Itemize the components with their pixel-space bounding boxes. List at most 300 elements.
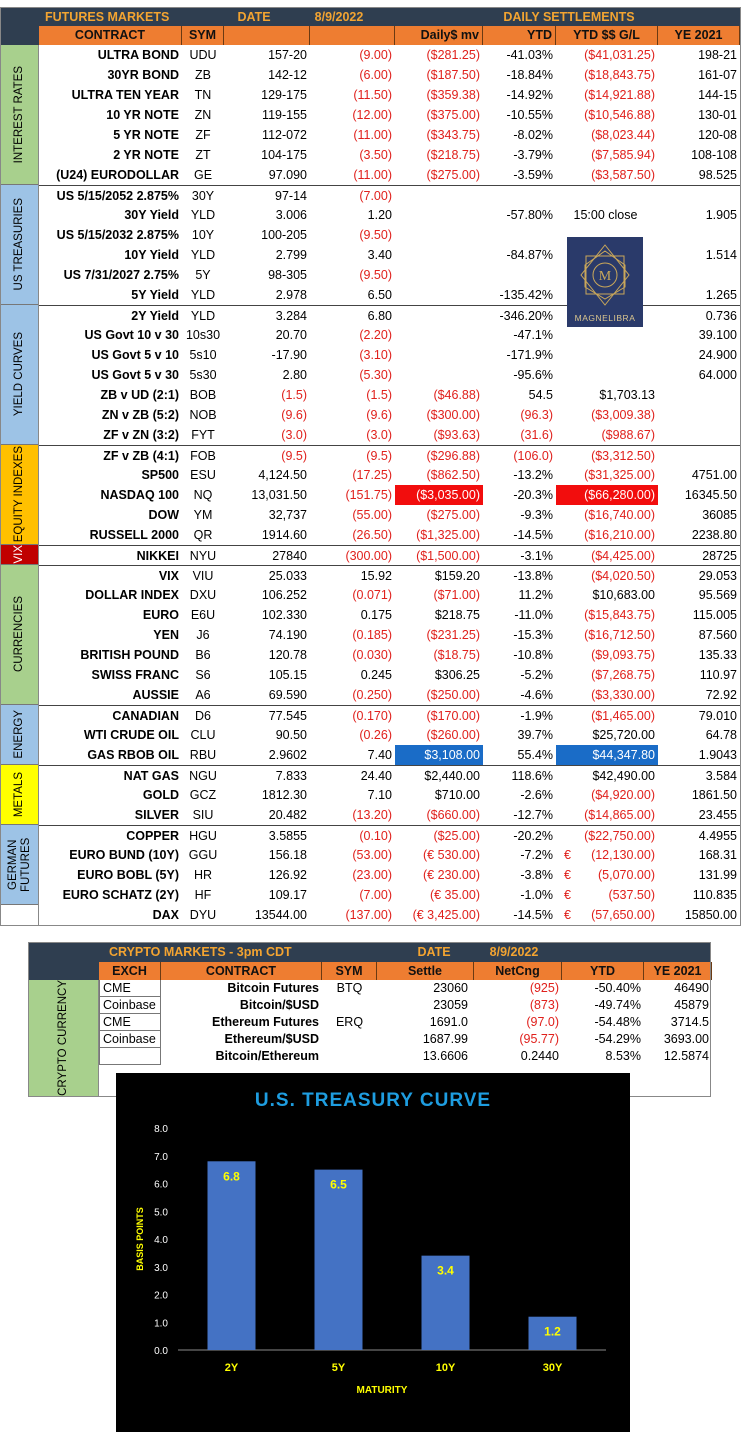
cell-daily: ($359.38) <box>426 88 480 102</box>
futures-row[interactable] <box>39 145 740 165</box>
col-daily[interactable]: Daily$ mv <box>395 26 483 45</box>
cell-ytd-gl <box>556 365 658 385</box>
category-label: CURRENCIES <box>1 565 38 705</box>
crypto-row[interactable] <box>99 1048 712 1065</box>
cell-daily: ($296.88) <box>426 449 480 463</box>
cell-ye: 120-08 <box>698 128 737 142</box>
cell-settle: 1812.30 <box>261 788 307 802</box>
cell-sym: E6U <box>190 608 216 622</box>
crypto-cell-ytd: 8.53% <box>605 1049 641 1063</box>
futures-row[interactable] <box>39 625 740 645</box>
crypto-row[interactable] <box>99 980 712 997</box>
cell-ytd-gl: ($16,712.50) <box>584 628 655 642</box>
cell-daily: ($3,035.00) <box>395 485 483 505</box>
crypto-cell-sym <box>322 1031 377 1048</box>
cell-sym: TN <box>194 88 212 102</box>
cell-contract: CANADIAN <box>112 709 179 723</box>
futures-row[interactable] <box>39 765 740 785</box>
crypto-cell-settle: 23060 <box>433 981 468 995</box>
futures-row[interactable] <box>39 545 740 565</box>
cell-settle: 20.70 <box>275 328 307 342</box>
category-column <box>1 45 39 925</box>
cell-chg: (9.50) <box>359 228 392 242</box>
crypto-cell-sym: BTQ <box>336 981 363 995</box>
crypto-cell-sym <box>322 997 377 1014</box>
cell-chg: (5.30) <box>359 368 392 382</box>
cell-sym: FYT <box>191 428 215 442</box>
cell-ytd-gl: ($31,325.00) <box>584 468 655 482</box>
cell-ye: 144-15 <box>698 88 737 102</box>
date-label: DATE <box>237 10 271 24</box>
cell-ytd-gl <box>556 865 658 885</box>
cell-contract: ZF v ZN (3:2) <box>103 428 179 442</box>
cell-ye: 198-21 <box>698 48 737 62</box>
futures-subtitle: DAILY SETTLEMENTS <box>503 10 635 24</box>
cell-sym: CLU <box>190 728 216 742</box>
cell-contract: ZN v ZB (5:2) <box>101 408 179 422</box>
cell-daily: ($275.00) <box>426 508 480 522</box>
cell-ye: 64.78 <box>705 728 737 742</box>
cell-daily <box>395 205 483 225</box>
cell-contract: VIX <box>158 569 179 583</box>
svg-text:M: M <box>598 269 612 284</box>
cell-settle: 112-072 <box>262 128 307 142</box>
col-ytd[interactable]: YTD <box>483 26 556 45</box>
cell-sym: J6 <box>196 628 210 642</box>
cell-ye: 130-01 <box>698 108 737 122</box>
futures-row[interactable] <box>39 385 740 405</box>
cell-daily: $159.20 <box>434 569 480 583</box>
futures-row[interactable] <box>39 565 740 585</box>
cell-settle: 102.330 <box>261 608 307 622</box>
futures-row[interactable] <box>39 685 740 705</box>
cell-sym: QR <box>193 528 213 542</box>
cell-settle: 77.545 <box>268 709 307 723</box>
cell-chg: (9.6) <box>366 408 392 422</box>
cell-ytd-gl: $44,347.80 <box>556 745 658 765</box>
cell-settle: 142-12 <box>268 68 307 82</box>
crypto-cell-ye: 3693.00 <box>663 1032 709 1046</box>
cell-ytd-gl: $10,683.00 <box>592 588 655 602</box>
cell-sym: DXU <box>189 588 217 602</box>
cell-ye: 1.9043 <box>698 748 737 762</box>
col-exch[interactable]: EXCH <box>99 962 161 980</box>
bar-value-label: 6.8 <box>223 1169 240 1184</box>
cell-settle: 2.9602 <box>268 748 307 762</box>
cell-chg: (17.25) <box>352 468 392 482</box>
cell-daily: $3,108.00 <box>395 745 483 765</box>
crypto-cell-settle: 23059 <box>433 998 468 1012</box>
date-value: 8/9/2022 <box>314 10 364 24</box>
cell-chg: (0.170) <box>352 709 392 723</box>
cell-chg: 6.80 <box>367 309 392 323</box>
bar-value-label: 3.4 <box>437 1263 454 1278</box>
cell-chg: (137.00) <box>345 908 392 922</box>
futures-row[interactable] <box>39 445 740 465</box>
cell-settle: 3.006 <box>275 208 307 222</box>
futures-row[interactable] <box>39 505 740 525</box>
cell-ye: 108-108 <box>691 148 737 162</box>
cell-settle: 3.5855 <box>268 829 307 843</box>
futures-row[interactable] <box>39 805 740 825</box>
crypto-cell-contract: Bitcoin/$USD <box>239 998 319 1012</box>
y-tick-label: 0.0 <box>154 1346 168 1357</box>
y-tick-label: 6.0 <box>154 1179 168 1191</box>
cell-ye <box>658 265 740 285</box>
cell-contract: US Govt 5 v 10 <box>91 348 179 362</box>
crypto-cell-ye: 46490 <box>674 981 709 995</box>
cell-ytd: -10.8% <box>513 648 553 662</box>
col-contract[interactable]: CONTRACT <box>39 26 182 45</box>
cell-contract: SP500 <box>141 468 179 482</box>
cell-ytd-gl <box>556 325 658 345</box>
cell-contract: US Govt 10 v 30 <box>84 328 179 342</box>
cell-contract: EURO SCHATZ (2Y) <box>62 888 179 902</box>
cell-ye: 131.99 <box>698 868 737 882</box>
cell-chg: (0.250) <box>352 688 392 702</box>
cell-contract: DOW <box>148 508 179 522</box>
crypto-cell-sym: ERQ <box>335 1015 364 1029</box>
cell-sym: YM <box>193 508 213 522</box>
cell-ytd: -84.87% <box>506 248 553 262</box>
cell-ytd-gl: ($3,330.00) <box>591 688 655 702</box>
cell-contract: GOLD <box>142 788 179 802</box>
cell-daily <box>395 325 483 345</box>
cell-daily <box>395 245 483 265</box>
futures-row[interactable] <box>39 645 740 665</box>
cell-contract: 2 YR NOTE <box>113 148 179 162</box>
crypto-cell-ytd: -49.74% <box>594 998 641 1012</box>
currency-symbol: € <box>564 908 571 922</box>
futures-row[interactable] <box>39 725 740 745</box>
cell-chg: (0.185) <box>352 628 392 642</box>
cell-ytd: -20.2% <box>513 829 553 843</box>
crypto-row[interactable] <box>99 997 712 1014</box>
cell-settle: (9.6) <box>281 408 307 422</box>
cell-chg: (1.5) <box>366 388 392 402</box>
cell-chg: (9.00) <box>359 48 392 62</box>
futures-row[interactable] <box>39 525 740 545</box>
bar <box>208 1161 256 1350</box>
col-ytd-gl[interactable]: YTD $$ G/L <box>556 26 658 45</box>
cell-ytd: 54.5 <box>528 388 553 402</box>
col-settle[interactable] <box>224 26 310 45</box>
cell-settle: 100-205 <box>261 228 307 242</box>
futures-row[interactable] <box>39 845 740 865</box>
futures-row[interactable] <box>39 185 740 205</box>
cell-ytd-gl <box>556 905 658 925</box>
cell-sym: NYU <box>189 549 217 563</box>
cell-contract: EURO BUND (10Y) <box>69 848 179 862</box>
cell-ye: 15850.00 <box>684 908 737 922</box>
col-ye[interactable]: YE 2021 <box>658 26 740 45</box>
logo-text: MAGNELIBRA <box>574 313 636 323</box>
cell-sym: 10s30 <box>185 328 221 342</box>
cell-contract: US Govt 5 v 30 <box>91 368 179 382</box>
cell-sym: YLD <box>190 208 216 222</box>
cell-settle: (9.5) <box>281 449 307 463</box>
futures-row[interactable] <box>39 65 740 85</box>
cell-sym: FOB <box>190 449 216 463</box>
cell-contract: ZB v UD (2:1) <box>100 388 179 402</box>
cell-ytd-gl: ($15,843.75) <box>584 608 655 622</box>
crypto-cell-net: (95.77) <box>519 1032 559 1046</box>
futures-row[interactable] <box>39 605 740 625</box>
cell-chg: (55.00) <box>352 508 392 522</box>
cell-ytd-gl: ($10,546.88) <box>584 108 655 122</box>
cell-contract: 30YR BOND <box>107 68 179 82</box>
cell-ytd: -18.84% <box>506 68 553 82</box>
cell-ytd-gl: ($16,210.00) <box>584 528 655 542</box>
cell-ytd: 55.4% <box>517 748 553 762</box>
cell-contract: 5Y Yield <box>131 288 179 302</box>
futures-row[interactable] <box>39 905 740 925</box>
futures-row[interactable] <box>39 105 740 125</box>
cell-ytd: -171.9% <box>506 348 553 362</box>
cell-contract: 30Y Yield <box>124 208 179 222</box>
cell-chg: (151.75) <box>345 488 392 502</box>
cell-chg: 1.20 <box>367 208 392 222</box>
cell-ytd-gl: ($4,425.00) <box>591 549 655 563</box>
y-tick-label: 5.0 <box>154 1207 168 1219</box>
cell-daily: $306.25 <box>434 668 480 682</box>
cell-settle: 13544.00 <box>254 908 307 922</box>
col-sym[interactable]: SYM <box>182 26 224 45</box>
cell-contract: US 5/15/2052 2.875% <box>56 189 179 203</box>
cell-contract: SWISS FRANC <box>91 668 179 682</box>
cell-settle: 2.80 <box>282 368 307 382</box>
crypto-category: CRYPTO CURRENCY <box>29 980 99 1096</box>
cell-chg: (2.20) <box>359 328 392 342</box>
cell-sym: ZB <box>195 68 211 82</box>
cell-daily: ($660.00) <box>426 808 480 822</box>
magnelibra-logo <box>567 237 643 327</box>
cell-ytd <box>483 186 556 205</box>
cell-chg: (7.00) <box>359 888 392 902</box>
category-label: EQUITY INDEXES <box>1 445 38 545</box>
cell-ye: 1.265 <box>705 288 737 302</box>
cell-contract: 5 YR NOTE <box>113 128 179 142</box>
cell-settle: 1914.60 <box>261 528 307 542</box>
cell-chg: (0.10) <box>359 829 392 843</box>
futures-row[interactable] <box>39 865 740 885</box>
cell-ytd: -5.2% <box>520 668 553 682</box>
cell-ytd: 118.6% <box>511 769 553 783</box>
futures-row[interactable] <box>39 745 740 765</box>
cell-ytd: -1.9% <box>520 709 553 723</box>
crypto-cell-net: (925) <box>529 981 559 995</box>
cell-ytd: -7.2% <box>520 848 553 862</box>
crypto-cell-contract: Bitcoin/Ethereum <box>215 1049 319 1063</box>
cell-daily <box>395 285 483 305</box>
futures-row[interactable] <box>39 165 740 185</box>
cell-daily: ($25.00) <box>433 829 480 843</box>
cell-ytd-gl: ($18,843.75) <box>584 68 655 82</box>
cell-ytd-gl <box>556 186 658 205</box>
cell-ye: 64.000 <box>698 368 737 382</box>
futures-row[interactable] <box>39 405 740 425</box>
cell-contract: ULTRA BOND <box>97 48 179 62</box>
cell-daily: (€ 35.00) <box>429 888 480 902</box>
cell-daily: ($187.50) <box>426 68 480 82</box>
cell-ytd: -9.3% <box>520 508 553 522</box>
col-change[interactable] <box>310 26 395 45</box>
cell-sym: 5s30 <box>189 368 217 382</box>
futures-row[interactable] <box>39 465 740 485</box>
col-crypto-contract[interactable]: CONTRACT <box>161 962 322 980</box>
col-crypto-ye[interactable]: YE 2021 <box>644 962 712 980</box>
cell-chg: 7.40 <box>367 748 392 762</box>
cell-settle: 120.78 <box>268 648 307 662</box>
cell-ytd: -95.6% <box>513 368 553 382</box>
crypto-row[interactable] <box>99 1031 712 1048</box>
crypto-header-row <box>29 962 710 980</box>
futures-row[interactable] <box>39 125 740 145</box>
futures-row[interactable] <box>39 365 740 385</box>
currency-symbol: € <box>564 888 571 902</box>
cell-sym: ZN <box>194 108 212 122</box>
futures-row[interactable] <box>39 585 740 605</box>
cell-ytd: -14.5% <box>513 908 553 922</box>
cell-ytd: -346.20% <box>499 309 553 323</box>
crypto-cell-contract: Ethereum/$USD <box>224 1032 319 1046</box>
cell-value: (12,130.00) <box>591 848 655 862</box>
cell-ye: 1.514 <box>705 248 737 262</box>
futures-row[interactable] <box>39 425 740 445</box>
cell-sym: HR <box>193 868 213 882</box>
cell-ye: 115.005 <box>692 608 737 622</box>
cell-value: (57,650.00) <box>591 908 655 922</box>
cell-ytd: -8.02% <box>513 128 553 142</box>
cell-ytd: (31.6) <box>520 428 553 442</box>
cell-daily: (€ 230.00) <box>423 868 480 882</box>
cell-ytd: -14.92% <box>506 88 553 102</box>
futures-row[interactable] <box>39 785 740 805</box>
crypto-cell-ye: 45879 <box>674 998 709 1012</box>
crypto-cell-settle: 13.6606 <box>422 1049 468 1063</box>
cell-ytd-gl: $1,703.13 <box>599 388 655 402</box>
futures-row[interactable] <box>39 85 740 105</box>
cell-settle: 105.15 <box>268 668 307 682</box>
cell-sym: GGU <box>188 848 218 862</box>
cell-sym: D6 <box>195 709 211 723</box>
cell-ytd: -15.3% <box>513 628 553 642</box>
cell-ytd: 39.7% <box>517 728 553 742</box>
futures-row[interactable] <box>39 665 740 685</box>
cell-chg: (53.00) <box>352 848 392 862</box>
crypto-cell-ytd: -54.48% <box>594 1015 641 1029</box>
category-label: ENERGY <box>1 705 38 765</box>
cell-settle: 109.17 <box>268 888 307 902</box>
cell-contract: (U24) EURODOLLAR <box>56 168 179 182</box>
cell-sym: B6 <box>195 648 211 662</box>
crypto-title: CRYPTO MARKETS - 3pm CDT <box>109 945 292 959</box>
cell-sym: 5Y <box>195 268 211 282</box>
cell-ytd-gl: ($14,865.00) <box>584 808 655 822</box>
futures-row[interactable] <box>39 885 740 905</box>
cell-daily: $218.75 <box>434 608 480 622</box>
cell-contract: NASDAQ 100 <box>100 488 179 502</box>
cell-ytd-gl: ($1,465.00) <box>591 709 655 723</box>
cell-contract: NIKKEI <box>136 549 179 563</box>
cell-settle: 25.033 <box>268 569 307 583</box>
chart-svg <box>116 1073 630 1432</box>
cell-ye: 168.31 <box>698 848 737 862</box>
cell-sym: BOB <box>189 388 217 402</box>
cell-contract: WTI CRUDE OIL <box>83 728 179 742</box>
cell-contract: NAT GAS <box>123 769 179 783</box>
cell-ytd-gl: ($9,093.75) <box>591 648 655 662</box>
cell-settle: 32,737 <box>268 508 307 522</box>
cell-sym: GCZ <box>189 788 217 802</box>
cell-daily <box>395 225 483 245</box>
crypto-cell-ytd: -54.29% <box>594 1032 641 1046</box>
futures-title-row <box>1 8 740 26</box>
cell-sym: NOB <box>189 408 217 422</box>
cell-daily: ($1,500.00) <box>416 549 480 563</box>
col-crypto-ytd[interactable]: YTD <box>562 962 644 980</box>
crypto-cell-exch <box>99 1048 161 1065</box>
cell-sym: ZT <box>195 148 211 162</box>
cell-contract: ULTRA TEN YEAR <box>71 88 179 102</box>
futures-row[interactable] <box>39 325 740 345</box>
cell-ytd: -57.80% <box>506 208 553 222</box>
futures-row[interactable] <box>39 485 740 505</box>
futures-row[interactable] <box>39 205 740 225</box>
futures-row[interactable] <box>39 825 740 845</box>
cell-settle: -17.90 <box>271 348 307 362</box>
col-netcng[interactable]: NetCng <box>474 962 562 980</box>
cell-sym: 10Y <box>191 228 215 242</box>
crypto-row[interactable] <box>99 1014 712 1031</box>
crypto-cell-exch: CME <box>99 980 161 997</box>
y-tick-label: 7.0 <box>154 1151 168 1163</box>
crypto-cell-net: 0.2440 <box>520 1049 559 1063</box>
currency-symbol: € <box>564 848 571 862</box>
cell-settle: 4,124.50 <box>258 468 307 482</box>
cell-settle: 2.799 <box>275 248 307 262</box>
crypto-cell-exch: Coinbase <box>99 1031 161 1048</box>
futures-row[interactable] <box>39 705 740 725</box>
col-settle[interactable]: Settle <box>377 962 474 980</box>
cell-sym: NQ <box>193 488 213 502</box>
cell-ytd: -3.79% <box>513 148 553 162</box>
futures-row[interactable] <box>39 345 740 365</box>
cell-chg: (11.00) <box>353 128 392 142</box>
crypto-cell-settle: 1687.99 <box>422 1032 468 1046</box>
cell-chg: (7.00) <box>359 189 392 203</box>
cell-ye: 79.010 <box>698 709 737 723</box>
cell-daily: ($218.75) <box>426 148 480 162</box>
cell-daily: ($18.75) <box>433 648 480 662</box>
cell-ytd: -12.7% <box>513 808 553 822</box>
cell-chg: (0.071) <box>352 588 392 602</box>
cell-contract: COPPER <box>126 829 179 843</box>
category-label: GERMAN FUTURES <box>1 825 38 905</box>
col-crypto-sym[interactable]: SYM <box>322 962 377 980</box>
cell-ye: 2238.80 <box>691 528 737 542</box>
cell-chg: (13.20) <box>352 808 392 822</box>
cell-ytd-gl: ($3,009.38) <box>591 408 655 422</box>
category-label: VIX <box>1 545 38 565</box>
cell-contract: US 5/15/2032 2.875% <box>56 228 179 242</box>
cell-ye <box>658 405 740 425</box>
crypto-cell-exch: CME <box>99 1014 161 1031</box>
cell-settle: 104-175 <box>261 148 307 162</box>
cell-chg: (0.030) <box>352 648 392 662</box>
cell-ye: 0.736 <box>705 309 737 323</box>
futures-row[interactable] <box>39 45 740 65</box>
